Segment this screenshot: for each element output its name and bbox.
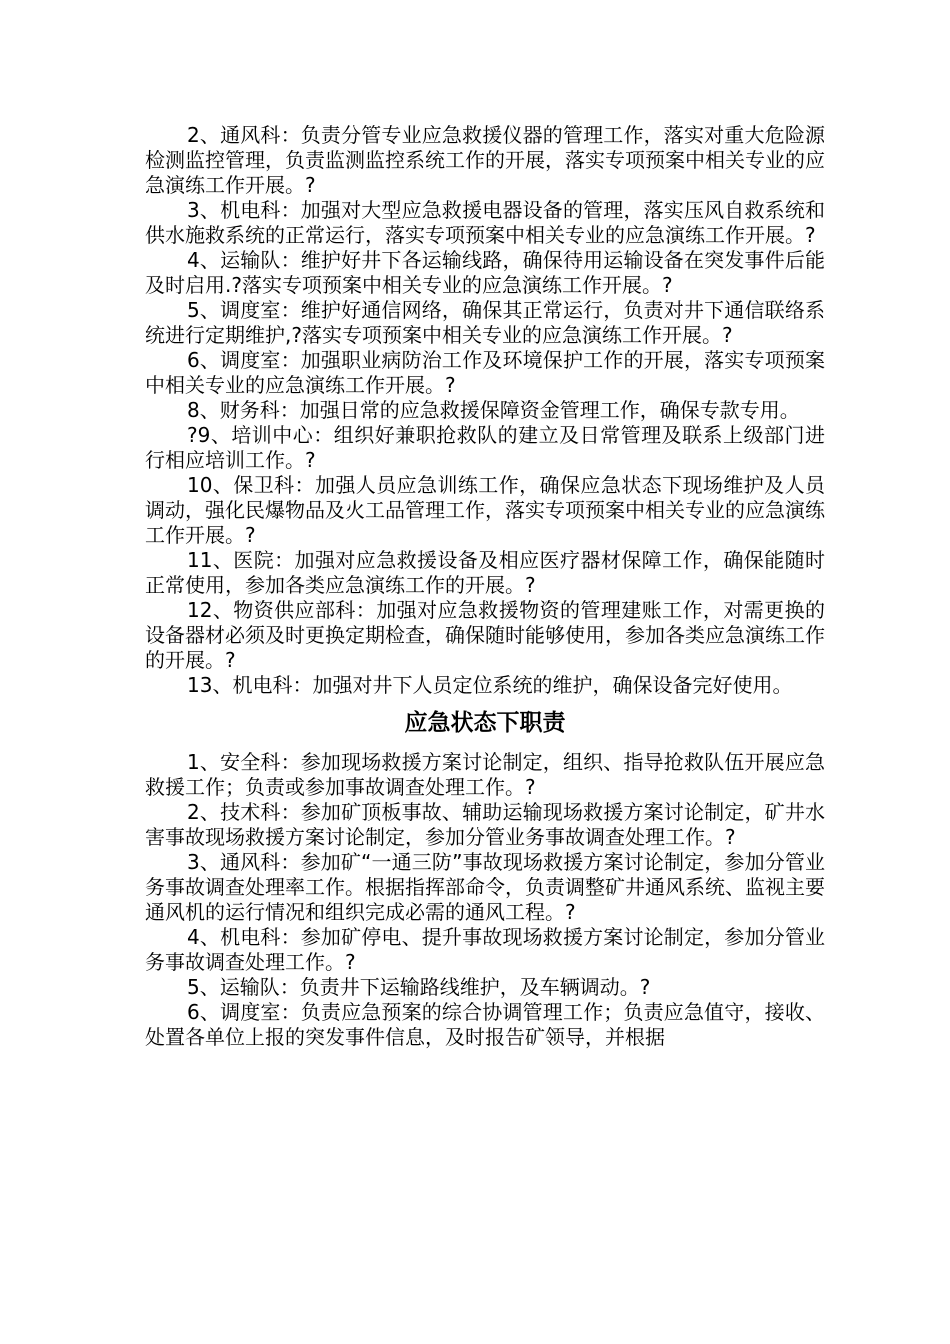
paragraph: 5、调度室：维护好通信网络，确保其正常运行，负责对井下通信联络系统进行定期维护,?落实专项预案中相关专业的应急演练工作开展。?: [145, 298, 825, 347]
paragraph: 4、机电科：参加矿停电、提升事故现场救援方案讨论制定，参加分管业务事故调查处理工作。?: [145, 925, 825, 974]
paragraph: 3、机电科：加强对大型应急救援电器设备的管理，落实压风自救系统和供水施救系统的正常运行，落实专项预案中相关专业的应急演练工作开展。?: [145, 198, 825, 247]
paragraph: 6、调度室：加强职业病防治工作及环境保护工作的开展，落实专项预案中相关专业的应急演练工作开展。?: [145, 348, 825, 397]
paragraph: 2、技术科：参加矿顶板事故、辅助运输现场救援方案讨论制定，矿井水害事故现场救援方案讨论制定，参加分管业务事故调查处理工作。?: [145, 800, 825, 849]
paragraph: 3、通风科：参加矿“一通三防”事故现场救援方案讨论制定，参加分管业务事故调查处理率工作。根据指挥部命令，负责调整矿井通风系统、监视主要通风机的运行情况和组织完成必需的通风工程。?: [145, 850, 825, 924]
paragraph: 5、运输队：负责井下运输路线维护，及车辆调动。?: [187, 975, 651, 999]
paragraph: 1、安全科：参加现场救援方案讨论制定，组织、指导抢救队伍开展应急救援工作；负责或参加事故调查处理工作。?: [145, 750, 825, 799]
document-page: [145, 123, 825, 1050]
paragraph: 11、医院：加强对应急救援设备及相应医疗器材保障工作，确保能随时正常使用，参加各类应急演练工作的开展。?: [145, 548, 825, 597]
paragraph: 2、通风科：负责分管专业应急救援仪器的管理工作，落实对重大危险源检测监控管理，负责监测监控系统工作的开展，落实专项预案中相关专业的应急演练工作开展。?: [145, 123, 825, 197]
section-heading: 应急状态下职责: [404, 710, 566, 736]
paragraph: 4、运输队：维护好井下各运输线路，确保待用运输设备在突发事件后能及时启用.?落实专项预案中相关专业的应急演练工作开展。?: [145, 248, 825, 297]
paragraph: 8、财务科：加强日常的应急救援保障资金管理工作，确保专款专用。: [187, 398, 800, 422]
paragraph: 6、调度室：负责应急预案的综合协调管理工作；负责应急值守，接收、处置各单位上报的突发事件信息，及时报告矿领导，并根据: [145, 1000, 825, 1049]
paragraph: 13、机电科：加强对井下人员定位系统的维护，确保设备完好使用。: [187, 673, 793, 697]
paragraph: 10、保卫科：加强人员应急训练工作，确保应急状态下现场维护及人员调动，强化民爆物品及火工品管理工作，落实专项预案中相关专业的应急演练工作开展。?: [145, 473, 825, 547]
paragraph: ?9、培训中心：组织好兼职抢救队的建立及日常管理及联系上级部门进行相应培训工作。?: [145, 423, 825, 472]
paragraph: 12、物资供应部科：加强对应急救援物资的管理建账工作，对需更换的设备器材必须及时更换定期检查，确保随时能够使用，参加各类应急演练工作的开展。?: [145, 598, 825, 672]
